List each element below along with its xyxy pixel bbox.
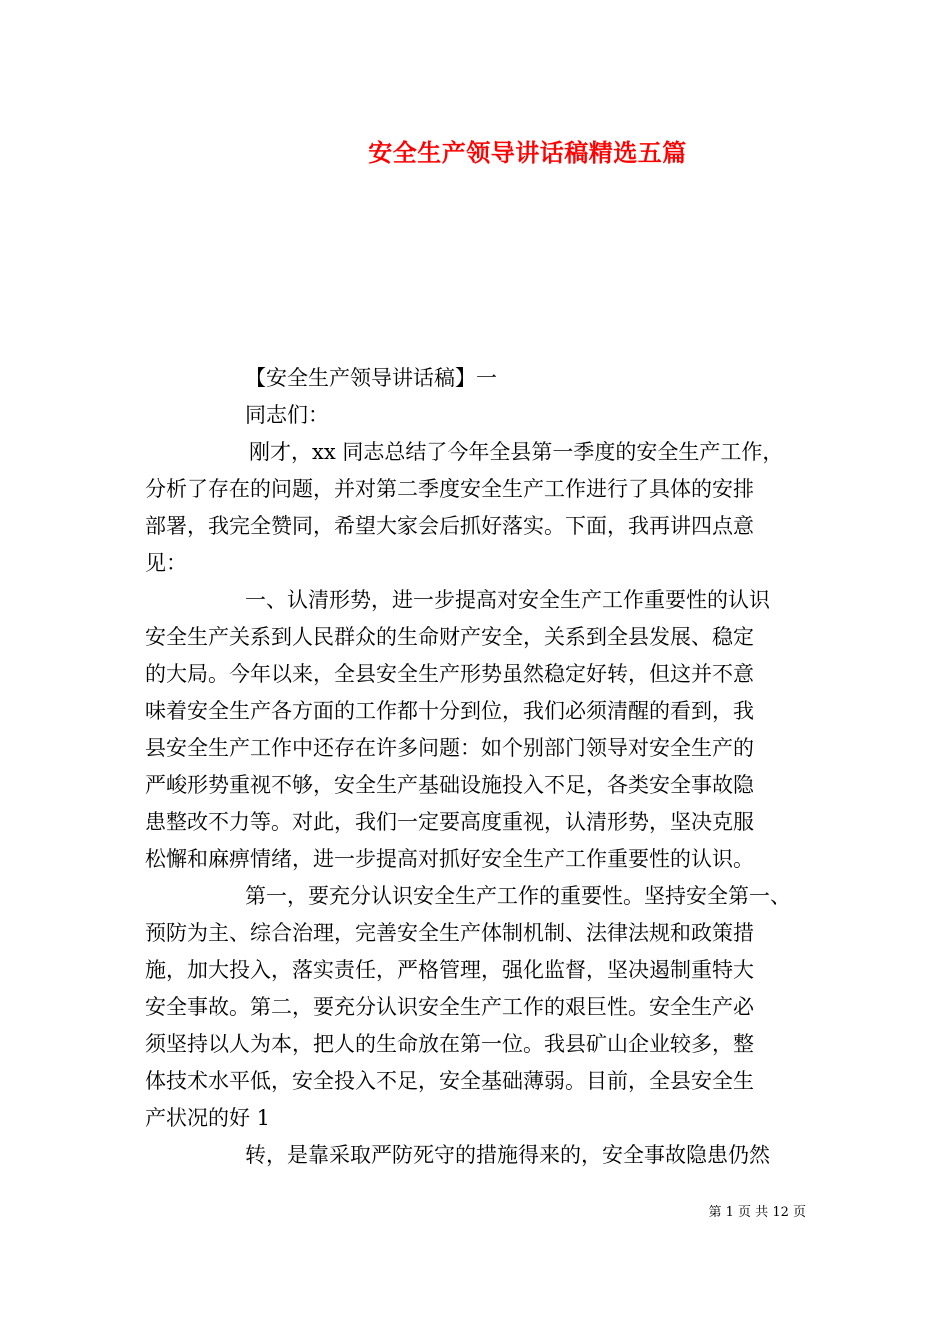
paragraph-line: 体技术水平低，安全投入不足，安全基础薄弱。目前，全县安全生 xyxy=(145,1069,754,1093)
paragraph-line: 味着安全生产各方面的工作都十分到位，我们必须清醒的看到，我 xyxy=(145,699,754,723)
paragraph-line: 安全事故。第二，要充分认识安全生产工作的艰巨性。安全生产必 xyxy=(145,995,754,1019)
paragraph-line: 第一，要充分认识安全生产工作的重要性。坚持安全第一、 xyxy=(245,884,791,908)
paragraph-line: 施，加大投入，落实责任，严格管理，强化监督，坚决遏制重特大 xyxy=(145,958,754,982)
paragraph-line: 刚才，xx 同志总结了今年全县第一季度的安全生产工作， xyxy=(249,440,784,464)
paragraph-line: 患整改不力等。对此，我们一定要高度重视，认清形势，坚决克服 xyxy=(145,810,754,834)
section-heading: 【安全生产领导讲话稿】一 xyxy=(245,366,497,390)
paragraph-line: 松懈和麻痹情绪，进一步提高对抓好安全生产工作重要性的认识。 xyxy=(145,847,754,871)
paragraph-line: 预防为主、综合治理，完善安全生产体制机制、法律法规和政策措 xyxy=(145,921,754,945)
paragraph-line: 见： xyxy=(145,551,187,575)
document-body xyxy=(145,360,805,1174)
paragraph-line: 严峻形势重视不够，安全生产基础设施投入不足，各类安全事故隐 xyxy=(145,773,754,797)
greeting: 同志们： xyxy=(245,403,329,427)
paragraph-line: 的大局。今年以来，全县安全生产形势虽然稳定好转，但这并不意 xyxy=(145,662,754,686)
paragraph-line: 安全生产关系到人民群众的生命财产安全，关系到全县发展、稳定 xyxy=(145,625,754,649)
document-title: 安全生产领导讲话稿精选五篇 xyxy=(368,138,687,167)
paragraph-line: 产状况的好 1 xyxy=(145,1106,271,1130)
paragraph-line: 部署，我完全赞同，希望大家会后抓好落实。下面，我再讲四点意 xyxy=(145,514,754,538)
paragraph-line: 转，是靠采取严防死守的措施得来的，安全事故隐患仍然 xyxy=(245,1143,770,1167)
paragraph-line: 分析了存在的问题，并对第二季度安全生产工作进行了具体的安排 xyxy=(145,477,754,501)
paragraph-line: 须坚持以人为本，把人的生命放在第一位。我县矿山企业较多，整 xyxy=(145,1032,754,1056)
subheading-line: 一、认清形势，进一步提高对安全生产工作重要性的认识 xyxy=(245,588,770,612)
page-number-footer: 第 1 页 共 12 页 xyxy=(708,1205,806,1220)
paragraph-line: 县安全生产工作中还存在许多问题：如个别部门领导对安全生产的 xyxy=(145,736,754,760)
